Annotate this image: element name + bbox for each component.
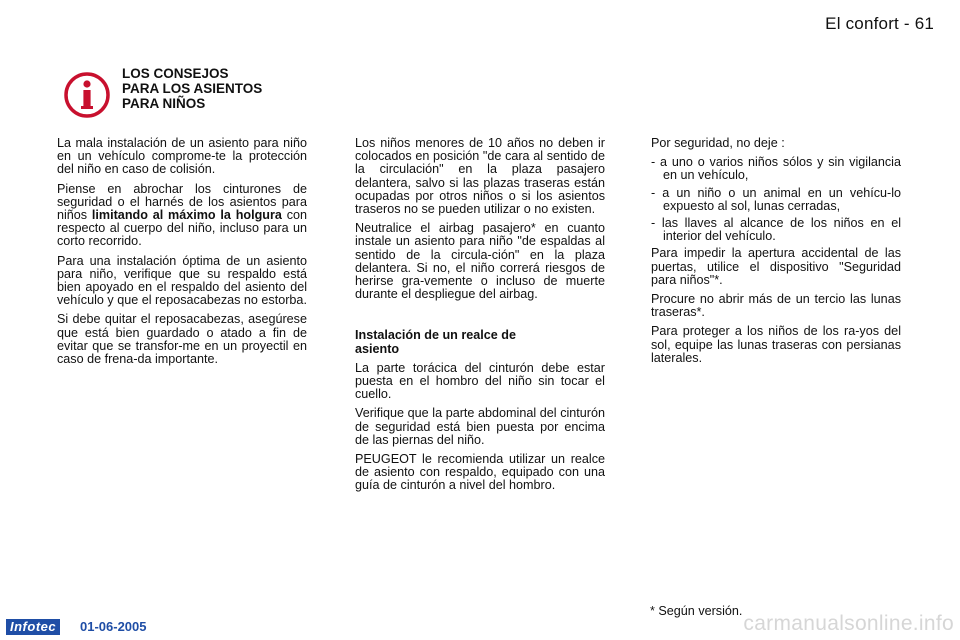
infotec-logo: Infotec [6, 619, 60, 635]
paragraph: Si debe quitar el reposacabezas, asegúrese que está bien guardado o atado a fin de evitar que se transfor-me en un proyectil en caso de frena-da importante. [57, 312, 307, 367]
column-3 [651, 137, 901, 371]
section-title: LOS CONSEJOS PARA LOS ASIENTOS PARA NIÑOS [122, 66, 263, 111]
list-item: - a un niño o un animal en un vehícu-lo expuesto al sol, lunas cerradas, [651, 185, 901, 213]
paragraph: Por seguridad, no deje : [651, 136, 785, 150]
text-span: con respecto al cuerpo del niño, incluso para un corto recorrido. [57, 208, 307, 249]
watermark: carmanualsonline.info [743, 612, 954, 635]
paragraph: Para impedir la apertura accidental de las puertas, utilice el dispositivo "Seguridad para niños"*. [651, 246, 901, 287]
bold-text: limitando al máximo la holgura [91, 208, 282, 223]
footer-date: 01-06-2005 [80, 619, 147, 634]
info-icon [64, 72, 110, 118]
paragraph: Los niños menores de 10 años no deben ir colocados en posición "de cara al sentido de la circulación" en la plaza pasajero delantera, salvo si las plazas traseras están ocupadas por otros niños o si los asientos traseros no se pueden utilizar o no existen. [355, 136, 605, 217]
paragraph: PEUGEOT le recomienda utilizar un realce de asiento con respaldo, equipado con una guía de cinturón a nivel del hombro. [355, 452, 605, 493]
subsection-title: Instalación de un realce de asiento [355, 328, 516, 356]
paragraph: Procure no abrir más de un tercio las lunas traseras*. [651, 292, 901, 320]
column-1 [57, 137, 307, 372]
column-2 [355, 137, 605, 499]
paragraph: Neutralice el airbag pasajero* en cuanto instale un asiento para niño "de espaldas al sentido de la circula-ción" en la plaza delantera. Si no, el niño correrá riesgos de herirse gra-vemente o incluso de muerte durante el despliegue del airbag. [355, 221, 605, 302]
paragraph [57, 183, 307, 249]
page-header: El confort - 61 [825, 14, 934, 33]
paragraph: La mala instalación de un asiento para niño en un vehículo comprome-te la protección del niño en caso de colisión. [57, 136, 307, 177]
text-span: Piense en abrochar los cinturones de seguridad o el harnés de los asientos para niños [57, 181, 307, 223]
list-item: - a uno o varios niños sólos y sin vigilancia en un vehículo, [651, 155, 901, 183]
paragraph: Para una instalación óptima de un asiento para niño, verifique que su respaldo está bien apoyado en el respaldo del asiento del vehículo y que el reposacabezas no estorba. [57, 253, 307, 308]
paragraph: Verifique que la parte abdominal del cinturón de seguridad está bien puesta por encima de las piernas del niño. [355, 406, 605, 447]
footnote: * Según versión. [650, 604, 743, 618]
paragraph: Para proteger a los niños de los ra-yos del sol, equipe las lunas traseras con persianas laterales. [651, 324, 901, 365]
list-item: - las llaves al alcance de los niños en el interior del vehículo. [651, 216, 901, 244]
paragraph: La parte torácica del cinturón debe estar puesta en el hombro del niño sin tocar el cuello. [355, 360, 605, 402]
